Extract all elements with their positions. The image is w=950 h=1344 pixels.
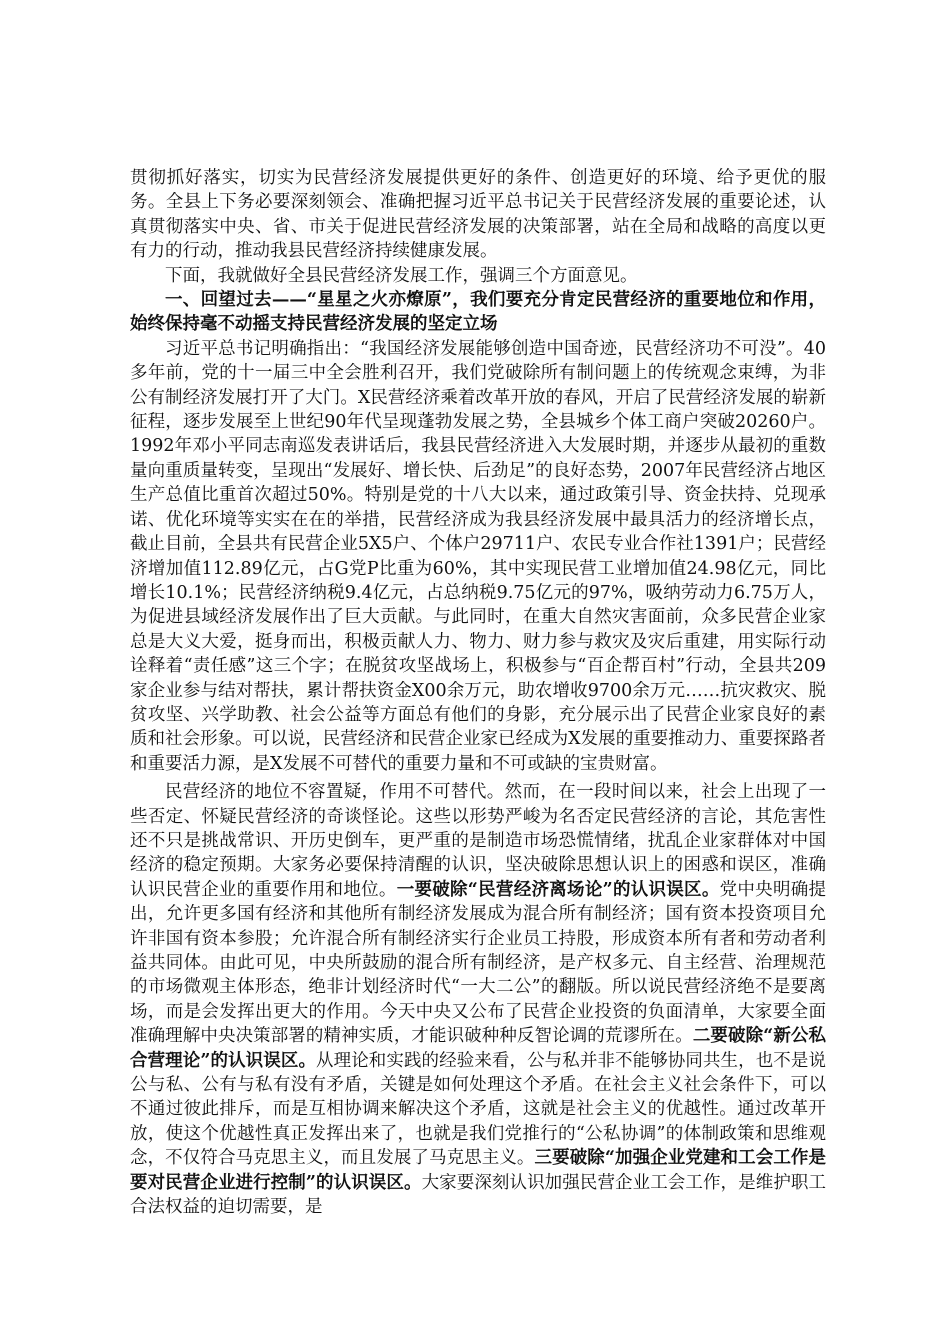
misconception-1-heading: 一要破除“民营经济离场论”的认识误区。 xyxy=(396,879,720,900)
section-heading-1: 一、回望过去——“星星之火亦燎原”，我们要充分肯定民营经济的重要地位和作用，始终保持毫不动摇支持民营经济发展的坚定立场 xyxy=(130,290,826,335)
misconception-1-text: 党中央明确提出，允许更多国有经济和其他所有制经济发展成为混合所有制经济；国有资本投资项目允许非国有资本参股；允许混合所有制经济实行企业员工持股，形成资本所有者和劳动者利益共同体。由此可见，中央所鼓励的混合所有制经济，是产权多元、自主经营、治理规范的市场微观主体形态，绝非计划经济时代“一大二公”的翻版。所以说民营经济绝不是要离场，而是会发挥出更大的作用。今天中央又公布了民营企业投资的负面清单，大家要全面准确理解中央决策部署的精神实质，才能识破种种反智论调的荒谬所在。 xyxy=(130,879,827,1047)
document-body xyxy=(130,166,826,1219)
misconception-2-heading: 二要破除“新公私合营理论”的认识误区。 xyxy=(130,1026,826,1071)
paragraph-transition: 下面，我就做好全县民营经济发展工作，强调三个方面意见。 xyxy=(165,265,638,286)
paragraph-history: 习近平总书记明确指出：“我国经济发展能够创造中国奇迹，民营经济功不可没”。40多年前，党的十一届三中全会胜利召开，我们党破除所有制问题上的传统观念束缚，为非公有制经济发展打开了大门。X民营经济乘着改革开放的春风，开启了民营经济发展的崭新征程，逐步发展至上世纪90年代呈现蓬勃发展之势，全县城乡个体工商户突破20260户。1992年邓小平同志南巡发表讲话后，我县民营经济进入大发展时期，并逐步从最初的重数量向重质量转变，呈现出“发展好、增长快、后劲足”的良好态势，2007年民营经济占地区生产总值比重首次超过50%。特别是党的十八大以来，通过政策引导、资金扶持、兑现承诺、优化环境等实实在在的举措，民营经济成为我县经济发展中最具活力的经济增长点，截止目前，全县共有民营企业5X5户、个体户29711户、农民专业合作社1391户；民营经济增加值112.89亿元，占G党P比重为60%，其中实现民营工业增加值24.98亿元，同比增长10.1%；民营经济纳税9.4亿元，占总纳税9.75亿元的97%，吸纳劳动力6.75万人，为促进县域经济发展作出了巨大贡献。与此同时，在重大自然灾害面前，众多民营企业家总是大义大爱，挺身而出，积极贡献人力、物力、财力参与救灾及灾后重建，用实际行动诠释着“责任感”这三个字；在脱贫攻坚战场上，积极参与“百企帮百村”行动，全县共209家企业参与结对帮扶，累计帮扶资金X00余万元，助农增收9700余万元……抗灾救灾、脱贫攻坚、兴学助教、社会公益等方面总有他们的身影，充分展示出了民营企业家良好的素质和社会形象。可以说，民营经济和民营企业家已经成为X发展的重要推动力、重要探路者和重要活力源，是X发展不可替代的重要力量和不可或缺的宝贵财富。 xyxy=(130,338,826,774)
paragraph-misconceptions xyxy=(130,780,826,1219)
misconception-3-heading: 三要破除“加强企业党建和工会工作是要对民营企业进行控制”的认识误区。 xyxy=(130,1148,826,1193)
misconception-3-text: 大家要深刻认识加强民营企业工会工作，是维护职工合法权益的迫切需要，是 xyxy=(130,1172,826,1218)
paragraph-intro: 贯彻抓好落实，切实为民营经济发展提供更好的条件、创造更好的环境、给予更优的服务。全县上下务必要深刻领会、准确把握习近平总书记关于民营经济发展的重要论述，认真贯彻落实中央、省、市关于促进民营经济发展的决策部署，站在全局和战略的高度以更有力的行动，推动我县民营经济持续健康发展。 xyxy=(130,168,826,262)
misconception-2-text: 从理论和实践的经验来看，公与私并非不能够协同共生，也不是说公与私、公有与私有没有矛盾，关键是如何处理这个矛盾。在社会主义社会条件下，可以不通过彼此排斥，而是互相协调来解决这个矛盾，这就是社会主义的优越性。通过改革开放，使这个优越性真正发挥出来了，也就是我们党推行的“公私协调”的体制政策和思维观念，不仅符合马克思主义，而且发展了马克思主义。 xyxy=(130,1050,826,1169)
misconceptions-intro-text: 民营经济的地位不容置疑，作用不可替代。然而，在一段时间以来，社会上出现了一些否定、怀疑民营经济的奇谈怪论。这些以形势严峻为名否定民营经济的言论，其危害性还不只是挑战常识、开历史倒车，更严重的是制造市场恐慌情绪，扰乱企业家群体对中国经济的稳定预期。大家务必要保持清醒的认识，坚决破除思想认识上的困惑和误区，准确认识民营企业的重要作用和地位。 xyxy=(130,782,826,900)
